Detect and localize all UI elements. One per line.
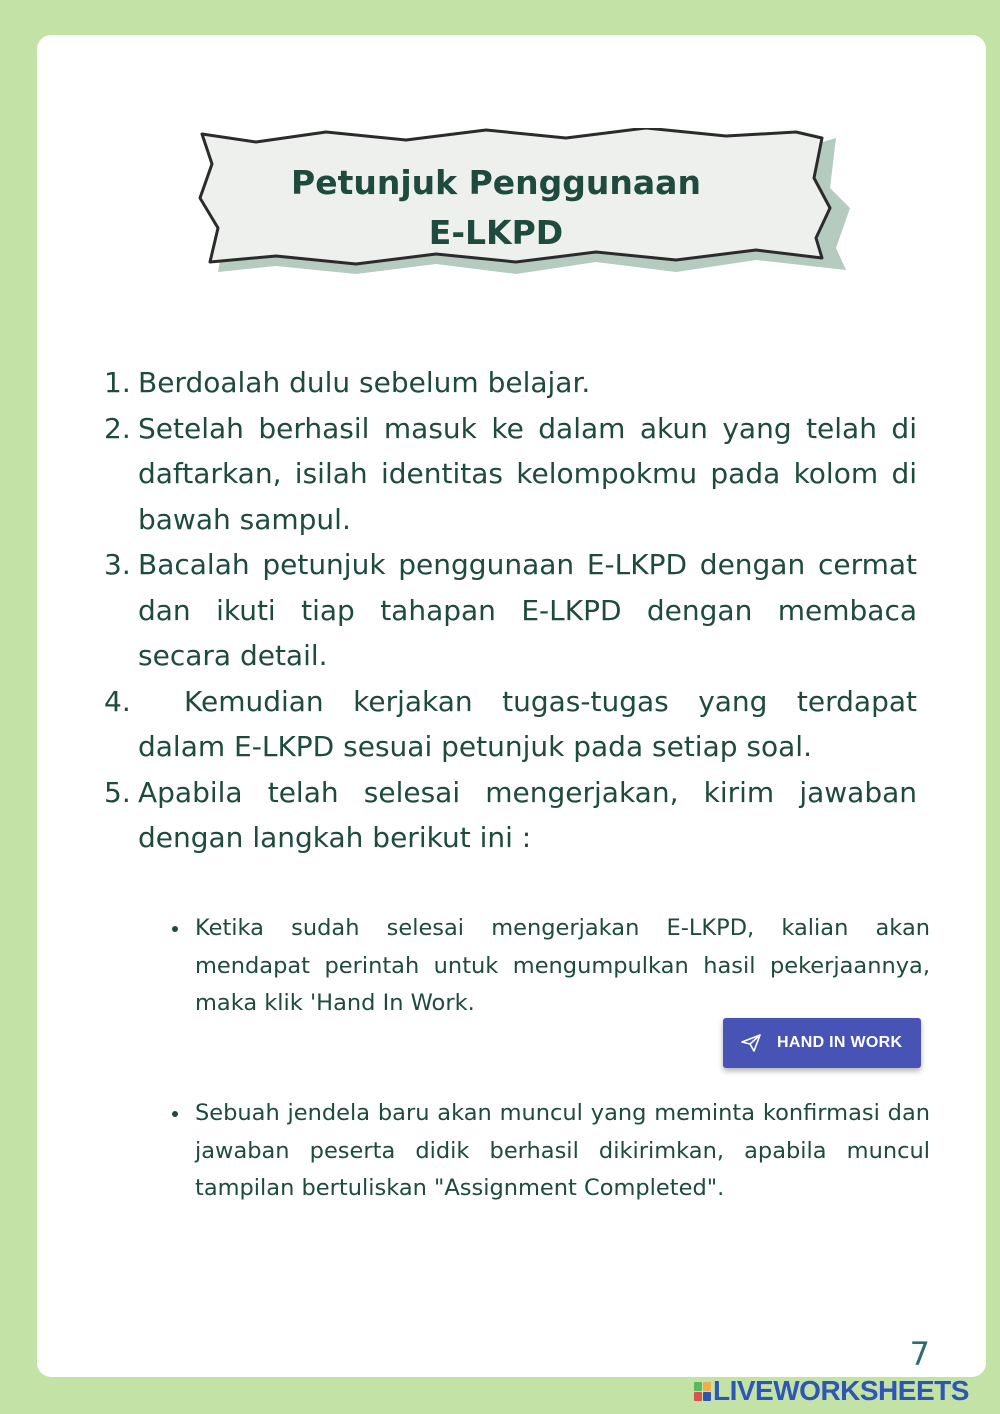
step-4: [104, 679, 917, 770]
bullet-item: [168, 910, 930, 1023]
submission-substeps: [168, 910, 930, 1201]
step-text: Kemudian kerjakan tugas-tugas yang terdapat dalam E-LKPD sesuai petunjuk pada setiap soal.: [138, 684, 917, 763]
title-banner: [196, 128, 856, 278]
bullet-dot-icon: [172, 926, 178, 932]
liveworksheets-logo: [694, 1376, 969, 1406]
step-1: [104, 360, 917, 406]
step-text: Berdoalah dulu sebelum belajar.: [138, 366, 591, 399]
step-number: 1.: [104, 366, 131, 399]
bullet-dot-icon: [172, 1111, 178, 1117]
page-number: 7: [909, 1335, 930, 1373]
bullet-text: Sebuah jendela baru akan muncul yang meminta konfirmasi dan jawaban peserta didik berhasil dikirimkan, apabila muncul tampilan bertuliskan "Assignment Completed".: [195, 1100, 930, 1201]
hand-in-work-label: HAND IN WORK: [777, 1034, 903, 1051]
step-text: Apabila telah selesai mengerjakan, kirim jawaban dengan langkah berikut ini :: [138, 775, 917, 854]
step-3: [104, 542, 917, 679]
step-number: 3.: [104, 548, 131, 581]
step-number: 4.: [104, 684, 131, 718]
bullet-text: Ketika sudah selesai mengerjakan E-LKPD, kalian akan mendapat perintah untuk mengumpulkan hasil pekerjaannya, maka klik 'Hand In Work.: [195, 915, 930, 1016]
logo-text: LIVEWORKSHEETS: [713, 1375, 969, 1406]
step-number: 2.: [104, 411, 131, 445]
hand-in-work-button[interactable]: [723, 1018, 921, 1068]
bullet-item: [168, 1095, 930, 1208]
send-icon: [741, 1034, 761, 1052]
step-text: Bacalah petunjuk penggunaan E-LKPD dengan cermat dan ikuti tiap tahapan E-LKPD dengan membaca secara detail.: [138, 548, 917, 672]
step-5: [104, 770, 917, 861]
title-line-1: Petunjuk Penggunaan: [291, 163, 701, 202]
title-line-2: E-LKPD: [428, 213, 564, 252]
page-title: [196, 158, 796, 258]
step-number: 5.: [104, 775, 131, 809]
liveworksheets-logo-icon: [694, 1382, 711, 1401]
instruction-steps: [104, 360, 917, 861]
step-text: Setelah berhasil masuk ke dalam akun yang telah di daftarkan, isilah identitas kelompokmu pada kolom di bawah sampul.: [138, 411, 917, 536]
step-2: [104, 406, 917, 543]
